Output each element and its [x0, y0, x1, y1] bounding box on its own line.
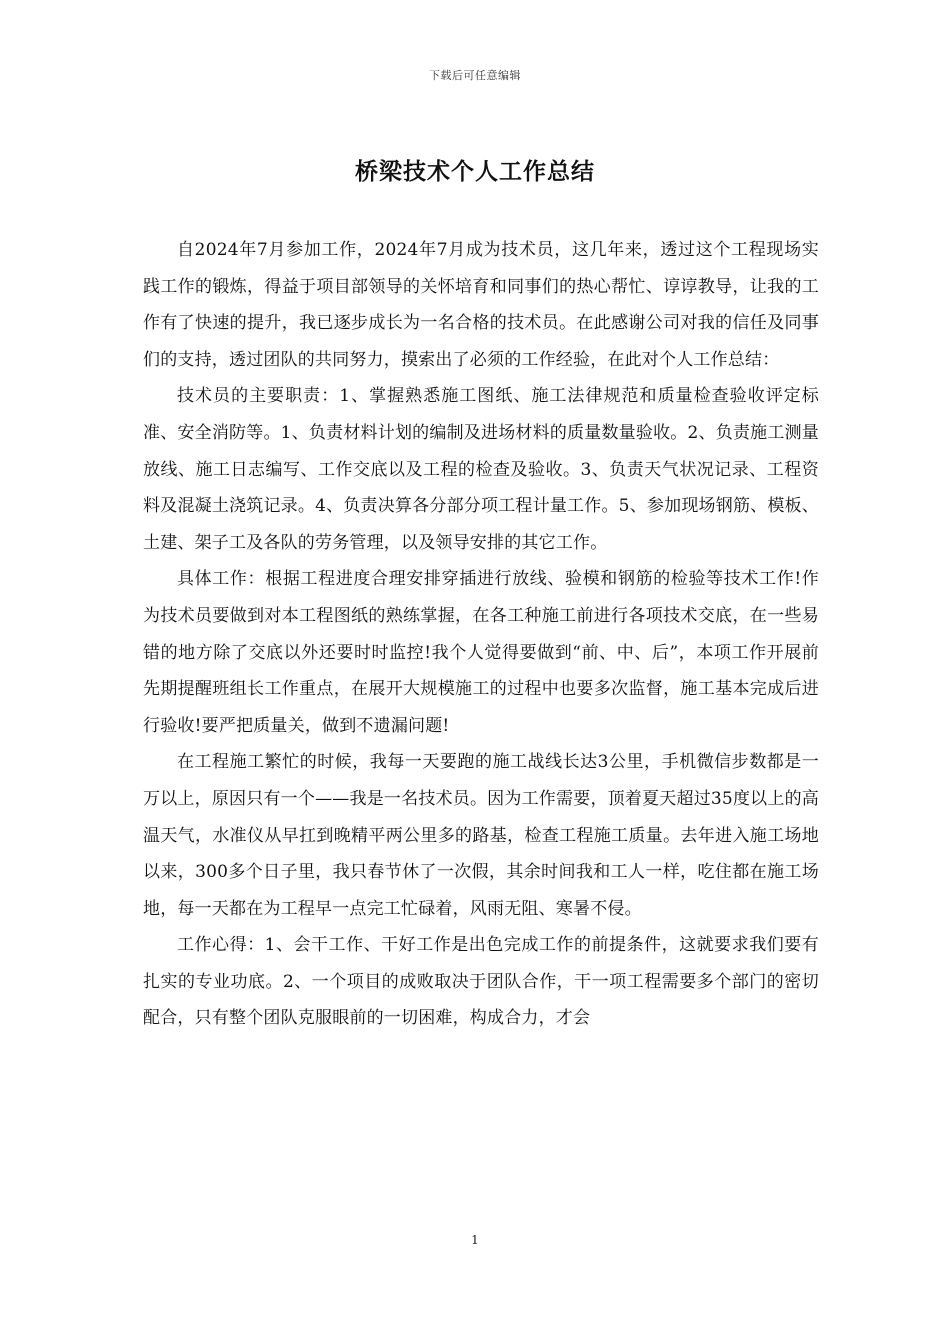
document-body: [143, 232, 819, 1037]
paragraph-insights: 工作心得：1、会干工作、干好工作是出色完成工作的前提条件，这就要求我们要有扎实的专业功底。2、一个项目的成败取决于团队合作，干一项工程需要多个部门的密切配合，只有整个团队克服眼前的一切困难，构成合力，才会: [143, 935, 819, 1029]
paragraph-specific-work: 具体工作：根据工程进度合理安排穿插进行放线、验模和钢筋的检验等技术工作!作为技术员要做到对本工程图纸的熟练掌握，在各工种施工前进行各项技术交底，在一些易错的地方除了交底以外还要时时监控!我个人觉得要做到“前、中、后”，本项工作开展前先期提醒班组长工作重点，在展开大规模施工的过程中也要多次监督，施工基本完成后进行验收!要严把质量关，做到不遗漏问题!: [143, 569, 819, 736]
paragraph-duties: 技术员的主要职责：1、掌握熟悉施工图纸、施工法律规范和质量检查验收评定标准、安全消防等。1、负责材料计划的编制及进场材料的质量数量验收。2、负责施工测量放线、施工日志编写、工作交底以及工程的检查及验收。3、负责天气状况记录、工程资料及混凝土浇筑记录。4、负责决算各分部分项工程计量工作。5、参加现场钢筋、模板、土建、架子工及各队的劳务管理，以及领导安排的其它工作。: [143, 386, 819, 553]
paragraph-intro: 自2024年7月参加工作，2024年7月成为技术员，这几年来，透过这个工程现场实践工作的锻炼，得益于项目部领导的关怀培育和同事们的热心帮忙、谆谆教导，让我的工作有了快速的提升，我已逐步成长为一名合格的技术员。在此感谢公司对我的信任及同事们的支持，透过团队的共同努力，摸索出了必须的工作经验，在此对个人工作总结：: [143, 240, 819, 370]
document-title: 桥梁技术个人工作总结: [355, 158, 595, 185]
paragraph-busy-period: 在工程施工繁忙的时候，我每一天要跑的施工战线长达3公里，手机微信步数都是一万以上，原因只有一个——我是一名技术员。因为工作需要，顶着夏天超过35度以上的高温天气，水准仪从早扛到晚精平两公里多的路基，检查工程施工质量。去年进入施工场地以来，300多个日子里，我只春节休了一次假，其余时间我和工人一样，吃住都在施工场地，每一天都在为工程早一点完工忙碌着，风雨无阻、寒暑不侵。: [143, 752, 819, 919]
page-number: 1: [471, 1233, 479, 1247]
header-note: 下载后可任意编辑: [429, 69, 521, 82]
